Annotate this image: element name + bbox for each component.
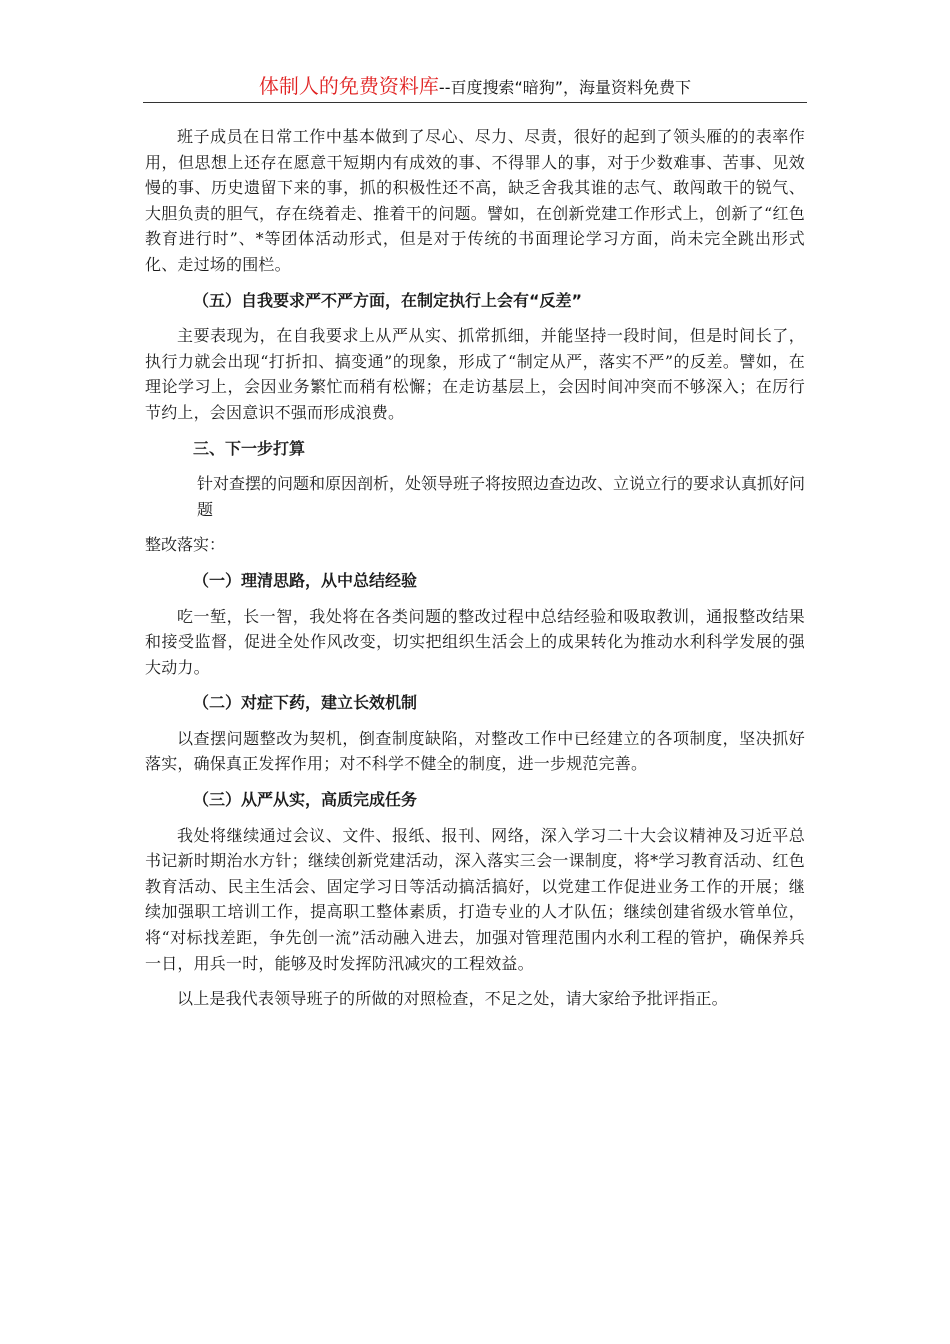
paragraph-self-requirement: 主要表现为，在自我要求上从严从实、抓常抓细，并能坚持一段时间，但是时间长了，执行力就会出现“打折扣、搞变通”的现象，形成了“制定从严，落实不严”的反差。譬如，在理论学习上，会因业务繁忙而稍有松懈；在走访基层上，会因时间冲突而不够深入；在厉行节约上，会因意识不强而形成浪费。 — [145, 326, 805, 422]
subheading-three: （三）从严从实，高质完成任务 — [193, 790, 418, 810]
section-heading-next-steps: 三、下一步打算 — [193, 438, 306, 458]
paragraph-team-members: 班子成员在日常工作中基本做到了尽心、尽力、尽责，很好的起到了领头雁的的表率作用，但思想上还存在愿意干短期内有成效的事、不得罪人的事，对于少数难事、苦事、见效慢的事、历史遗留下来的事，抓的积极性还不高，缺乏舍我其谁的志气、敢闯敢干的锐气、大胆负责的胆气，存在绕着走、推着干的问题。譬如，在创新党建工作形式上，创新了“红色教育进行时”、*等团体活动形式，但是对于传统的书面理论学习方面，尚未完全跳出形式化、走过场的围栏。 — [145, 127, 805, 274]
paragraph-experience: 吃一堑，长一智，我处将在各类问题的整改过程中总结经验和吸取教训，通报整改结果和接受监督，促进全处作风改变，切实把组织生活会上的成果转化为推动水利科学发展的强大动力。 — [145, 606, 805, 677]
header-site-name: 体制人的免费资料库 — [258, 74, 439, 98]
paragraph-next-steps-intro: 针对查摆的问题和原因剖析，处领导班子将按照边查边改、立说立行的要求认真抓好问题 — [197, 474, 806, 519]
paragraph-tasks: 我处将继续通过会议、文件、报纸、报刊、网络，深入学习二十大会议精神及习近平总书记新时期治水方针；继续创新党建活动，深入落实三会一课制度，将*学习教育活动、红色教育活动、民主生活会、固定学习日等活动搞活搞好，以党建工作促进业务工作的开展；继续加强职工培训工作，提高职工整体素质，打造专业的人才队伍；继续创建省级水管单位，将“对标找差距，争先创一流”活动融入进去，加强对管理范围内水利工程的管护，确保养兵一日，用兵一时，能够及时发挥防汛减灾的工程效益。 — [145, 825, 805, 973]
section-heading-five: （五）自我要求严不严方面，在制定执行上会有“反差” — [193, 290, 583, 310]
paragraph-rectification: 整改落实： — [145, 535, 226, 555]
paragraph-conclusion: 以上是我代表领导班子的所做的对照检查，不足之处，请大家给予批评指正。 — [177, 989, 728, 1009]
subheading-two: （二）对症下药，建立长效机制 — [193, 693, 418, 713]
document-body — [145, 124, 805, 1022]
header-search-hint: --百度搜索“暗狗”，海量资料免费下 — [438, 78, 692, 97]
page-header — [143, 70, 807, 103]
paragraph-mechanism: 以查摆问题整改为契机，倒查制度缺陷，对整改工作中已经建立的各项制度，坚决抓好落实，确保真正发挥作用；对不科学不健全的制度，进一步规范完善。 — [145, 728, 805, 774]
subheading-one: （一）理清思路，从中总结经验 — [193, 570, 418, 590]
